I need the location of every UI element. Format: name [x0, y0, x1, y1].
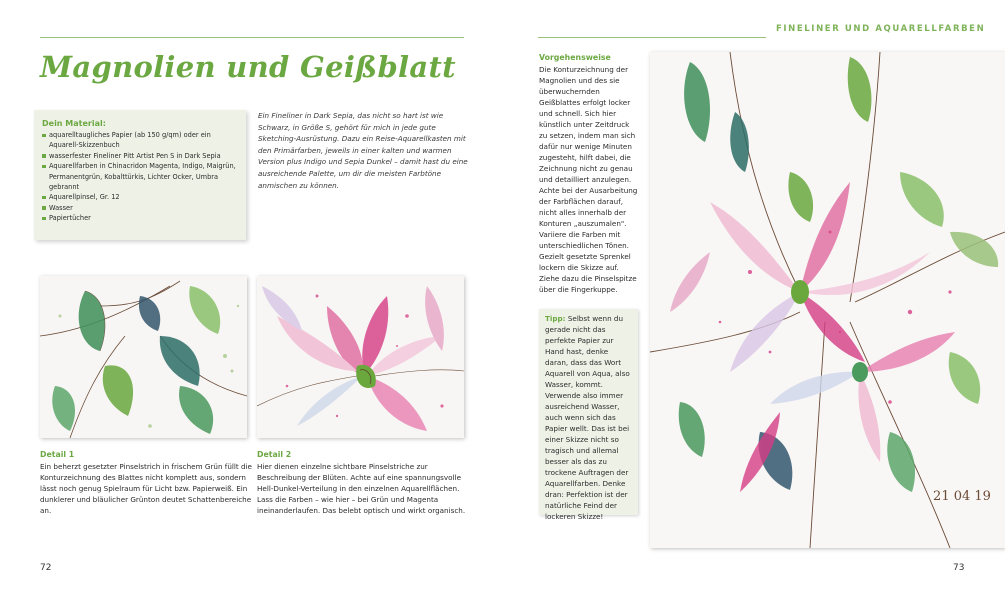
- left-page: [0, 0, 500, 600]
- material-item: aquarelltaugliches Papier (ab 150 g/qm) oder ein Aquarell-Skizzenbuch: [42, 130, 238, 151]
- page-title: Magnolien und Geißblatt: [40, 50, 456, 84]
- material-heading: Dein Material:: [42, 119, 106, 128]
- material-item: wasserfester Fineliner Pitt Artist Pen S in Dark Sepia: [42, 151, 238, 161]
- detail-2-heading: Detail 2: [257, 450, 292, 459]
- material-item: Aquarellpinsel, Gr. 12: [42, 192, 238, 202]
- main-painting-image: [650, 52, 1005, 548]
- tip-text: Selbst wenn du gerade nicht das perfekte Papier zur Hand hast, denke daran, dass das Wort Aquarell von Aqua, also Wasser, kommt. Verwende also immer ausreichend Wasser, auch wenn sich das Papier wellt. Das ist bei einer Skizze nicht so tragisch und allemal besser als das zu trockene Auftragen der Aquarellfarben. Denke dran: Perfektion ist der natürliche Feind der lockeren Skizze!: [545, 314, 630, 521]
- leaf-watercolor-illustration: [40, 276, 247, 438]
- magnolia-honeysuckle-painting: [650, 52, 1005, 548]
- painting-date: 21 04 19: [933, 489, 991, 504]
- material-item: Papiertücher: [42, 213, 238, 223]
- intro-text: Ein Fineliner in Dark Sepia, das nicht so hart ist wie Schwarz, in Größe S, gehört für mich in jede gute Sketching-Ausrüstung. Dazu ein Reise-Aquarellkasten mit den Primärfarben, jeweils in einer kalten und warmen Version plus Indigo und Sepia Dunkel – damit hast du eine ausreichende Palette, um dir die meisten Farbtöne anmischen zu können.: [258, 111, 468, 190]
- steps-text: Die Konturzeichnung der Magnolien und des sie überwuchernden Geißblattes erfolgt locker und schnell. Sich hier künstlich unter Zeitdruck zu setzen, indem man sich dafür nur wenige Minuten zugesteht, hilft dabei, die Zeichnung nicht zu genau und detailliert anzulegen. Achte bei der Ausarbeitung der Farbflächen darauf, nicht alles innerhalb der Konturen „auszumalen". Variiere die Farben mit unterschiedlichen Tönen. Gezielt gesetzte Sprenkel lockern die Skizze auf. Ziehe dazu die Pinselspitze über die Fingerkuppe.: [539, 65, 638, 294]
- material-item: Wasser: [42, 203, 238, 213]
- detail-2-text: Hier dienen einzelne sichtbare Pinselstriche zur Beschreibung der Blüten. Achte auf eine spannungsvolle Hell-Dunkel-Verteilung in den einzelnen Aquarellflächen. Lass die Farben – wie hier – bei Grün und Magenta ineinanderlaufen. Das belebt optisch und wirkt organisch.: [257, 462, 466, 515]
- detail-2: [257, 449, 469, 516]
- steps-heading: Vorgehensweise: [539, 53, 611, 62]
- steps-section: [539, 52, 639, 295]
- header-rule-left: [40, 37, 464, 38]
- material-item: Aquarellfarben in Chinacridon Magenta, Indigo, Maigrün, Permanentgrün, Kobalttürkis, Lichter Ocker, Umbra gebrannt: [42, 161, 238, 192]
- material-box: [34, 110, 246, 240]
- detail-2-image: [257, 276, 464, 438]
- detail-1-heading: Detail 1: [40, 450, 75, 459]
- detail-1-text: Ein beherzt gesetzter Pinselstrich in frischem Grün füllt die Konturzeichnung des Blattes nicht komplett aus, sondern lässt noch genug Spielraum für Licht bzw. Papierweiß. Ein dunklerer und bläulicher Grünton deutet Schattenbereiche an.: [40, 462, 252, 515]
- tip-box: [539, 309, 638, 521]
- blossom-watercolor-illustration: [257, 276, 464, 438]
- detail-1-image: [40, 276, 247, 438]
- running-header: FINELINER UND AQUARELLFARBEN: [776, 24, 986, 34]
- page-number-right: 73: [953, 563, 965, 573]
- header-rule-right: [538, 37, 766, 38]
- tip-label: Tipp:: [545, 314, 566, 323]
- material-list: [42, 130, 238, 224]
- page-number-left: 72: [40, 563, 52, 573]
- detail-1: [40, 449, 252, 516]
